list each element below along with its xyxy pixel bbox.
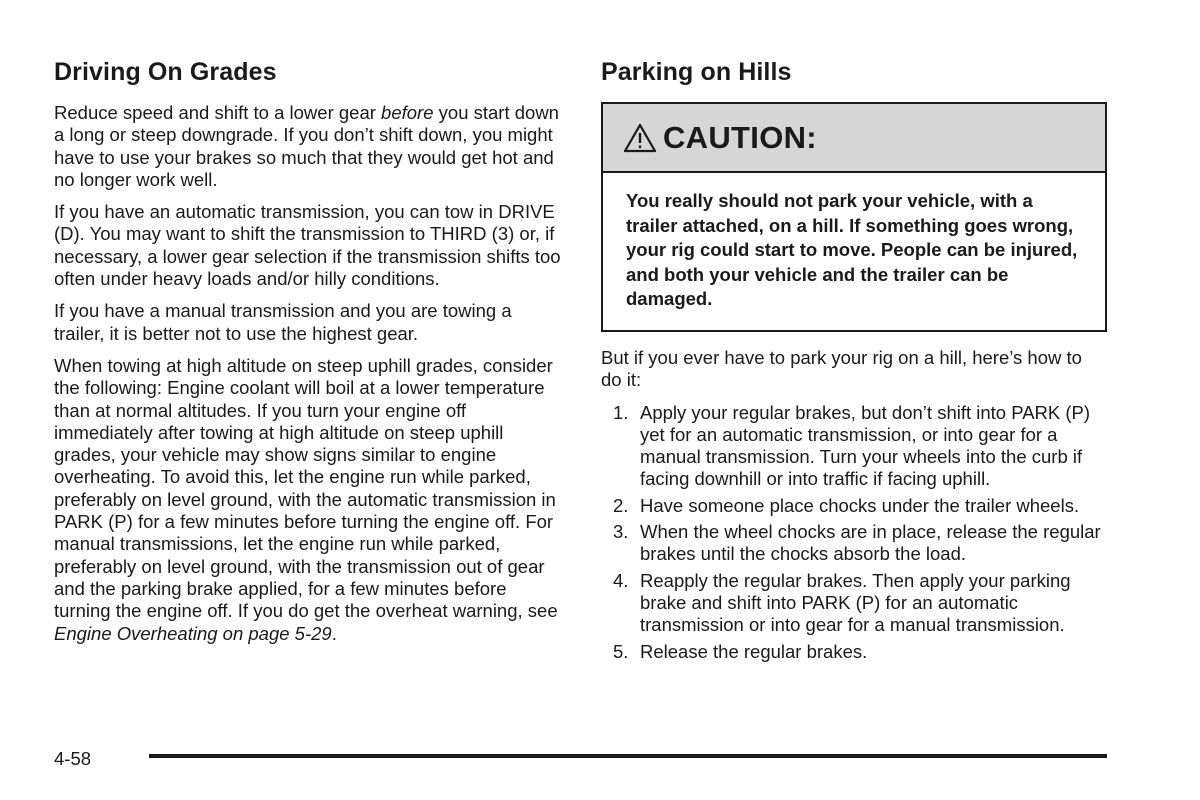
paragraph-lower-gear	[54, 102, 564, 191]
paragraph-text: .	[331, 622, 337, 644]
section-title-parking-on-hills: Parking on Hills	[601, 58, 792, 86]
section-title-driving-on-grades: Driving On Grades	[54, 58, 277, 86]
footer-divider	[149, 754, 1107, 758]
paragraph-automatic-transmission: If you have an automatic transmission, you can tow in DRIVE (D). You may want to shift the transmission to THIRD (3) or, if necessary, a lower gear selection if the transmission shifts too often under heavy loads and/or hilly conditions.	[54, 201, 561, 290]
caution-box	[601, 102, 1107, 332]
paragraph-text: Reduce speed and shift to a lower gear	[54, 102, 382, 123]
list-item	[601, 641, 1107, 663]
list-item-text: Apply your regular brakes, but don’t shift into PARK (P) yet for an automatic transmission, or into gear for a manual transmission. Turn your wheels into the curb if facing downhill or into traffic if facing uphill.	[640, 401, 1091, 490]
page-number: 4-58	[54, 748, 92, 769]
caution-title: CAUTION:	[663, 119, 817, 155]
paragraph-high-altitude	[54, 355, 564, 645]
paragraph-text: you start down a long or steep downgrade. If you don’t shift down, you might have to use your brakes so much that they would get hot and no longer work well.	[54, 102, 559, 190]
paragraph-manual-transmission: If you have a manual transmission and you are towing a trailer, it is better not to use the highest gear.	[54, 300, 512, 344]
paragraph-text: When towing at high altitude on steep uphill grades, consider the following: Engine coolant will boil at a lower temperature than at normal altitudes. If you turn your engine off immediately after towing at high altitude on steep uphill grades, your vehicle may show signs similar to engine overheating. To avoid this, let the engine run while parked, preferably on level ground, with the automatic transmission in PARK (P) for a few minutes before turning the engine off. For manual transmissions, let the engine run while parked, preferably on level ground, with the transmission out of gear and the parking brake applied, for a few minutes before turning the engine off. If you do get the overheat warning, see	[54, 354, 558, 622]
list-item-text: Have someone place chocks under the trailer wheels.	[640, 494, 1080, 516]
list-item	[601, 402, 1107, 491]
list-item-number: 4.	[613, 569, 629, 591]
list-item-number: 5.	[613, 640, 629, 662]
list-item-number: 3.	[613, 521, 629, 543]
caution-text: You really should not park your vehicle, with a trailer attached, on a hill. If something goes wrong, your rig could start to move. People can be injured, and both your vehicle and the trailer can be damaged.	[626, 190, 1078, 310]
list-item	[601, 495, 1107, 517]
list-item-text: When the wheel chocks are in place, release the regular brakes until the chocks absorb the load.	[640, 521, 1101, 565]
right-column	[601, 56, 1107, 667]
list-item-number: 2.	[613, 494, 629, 516]
list-item-text: Reapply the regular brakes. Then apply your parking brake and shift into PARK (P) for an automatic transmission or into gear for a manual transmission.	[640, 569, 1071, 636]
emphasis-text: before	[381, 102, 434, 123]
list-item-number: 1.	[613, 401, 629, 423]
list-item-text: Release the regular brakes.	[640, 640, 868, 662]
list-item	[601, 570, 1107, 637]
caution-header	[603, 104, 1105, 173]
paragraph-intro: But if you ever have to park your rig on a hill, here’s how to do it:	[601, 346, 1082, 391]
cross-reference-link: Engine Overheating on page 5-29	[54, 622, 332, 644]
list-item	[601, 521, 1107, 566]
left-column	[54, 56, 564, 655]
warning-triangle-icon	[623, 123, 657, 153]
steps-list	[601, 402, 1107, 663]
